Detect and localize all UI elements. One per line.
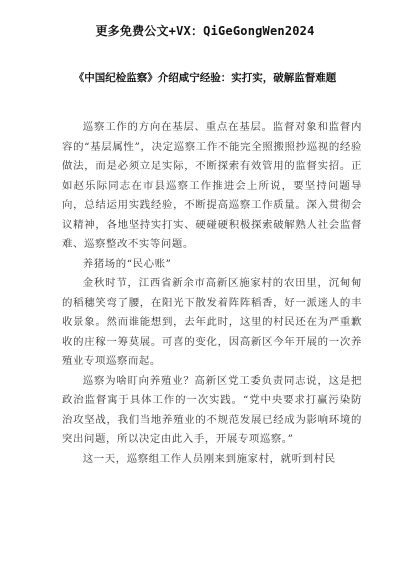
section-subheading: 养猪场的“民心账” xyxy=(82,257,172,270)
promo-header: 更多免费公文+VX：QiGeGongWen2024 xyxy=(95,24,315,38)
paragraph-harvest: 金秋时节，江西省新余市高新区施家村的农田里，沉甸甸的稻穗笑弯了腰，在阳光下散发着阵阵稻香，好一派迷人的丰收景象。然而谁能想到，去年此时，这里的村民还在为严重歉收的庄稼一筹莫展。可喜的变化，因高新区今年开展的一次养殖业专项巡察而起。 xyxy=(62,277,362,367)
paragraph-why-inspection: 巡察为啥盯向养殖业？高新区党工委负责同志说，这是把政治监督寓于具体工作的一次实践。“党中央要求打赢污染防治攻坚战，我们当地养殖业的不规范发展已经成为影响环境的突出问题，所以决定由此入手，开展专项巡察。” xyxy=(62,374,362,445)
paragraph-intro: 巡察工作的方向在基层、重点在基层。监督对象和监督内容的“基层属性”，决定巡察工作不能完全照搬照抄巡视的经验做法，而是必须立足实际，不断探索有效管用的监督实招。正如赵乐际同志在市县巡察工作推进会上所说，要坚持问题导向，总结运用实践经验，不断提高巡察工作质量。深入贯彻会议精神，各地坚持实打实、硬碰硬积极探索破解熟人社会监督难、巡察整改不实等问题。 xyxy=(62,121,362,250)
document-body xyxy=(62,118,362,469)
document-title: 《中国纪检监察》介绍咸宁经验：实打实，破解监督难题 xyxy=(73,72,337,84)
paragraph-village-visit: 这一天，巡察组工作人员刚来到施家村，就听到村民 xyxy=(82,452,336,465)
